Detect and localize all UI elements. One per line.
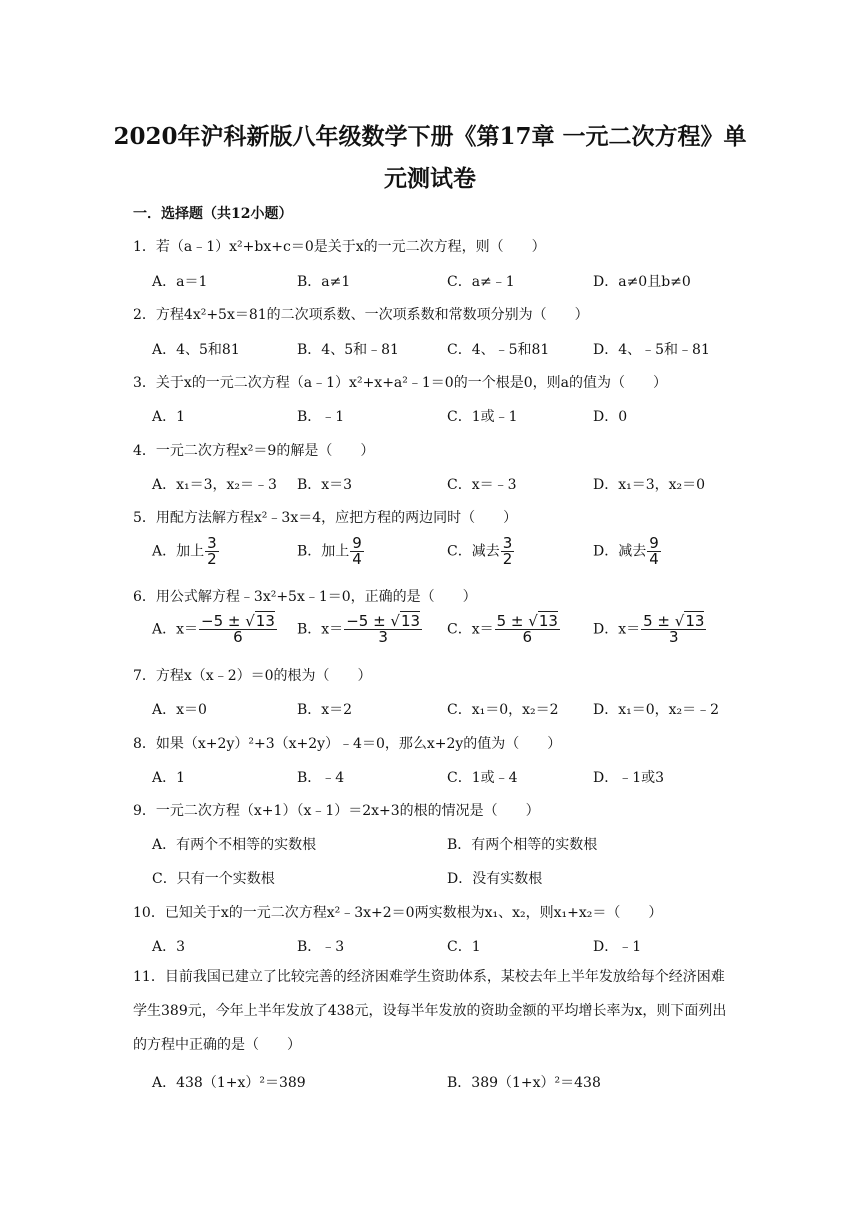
fraction-numerator: 3 <box>207 534 217 552</box>
fraction-denominator: 3 <box>669 628 679 646</box>
question-11-option-a: A．438（1+x）²＝389 <box>152 1075 306 1091</box>
fraction-denominator: 3 <box>378 628 388 646</box>
option-label: D．x＝ <box>593 621 641 638</box>
question-8-option-c: C．1或﹣4 <box>447 770 518 786</box>
question-9-option-c: C．只有一个实数根 <box>152 871 275 887</box>
question-5-option-b <box>297 536 364 567</box>
radicand: 13 <box>685 612 705 630</box>
question-10-option-c: C．1 <box>447 939 481 955</box>
fraction <box>641 614 706 645</box>
question-9-option-d: D．没有实数根 <box>447 871 543 887</box>
question-2-option-a: A．4、5和81 <box>152 342 240 358</box>
document-title-line1: 2020年沪科新版八年级数学下册《第17章 一元二次方程》单 <box>113 123 747 150</box>
question-3-stem: 3．关于x的一元二次方程（a﹣1）x²+x+a²﹣1＝0的一个根是0，则a的值为（ ） <box>133 375 667 391</box>
question-4-option-b: B．x＝3 <box>297 477 353 493</box>
question-10-stem: 10．已知关于x的一元二次方程x²﹣3x+2＝0两实数根为x₁、x₂，则x₁+x₂＝（ ） <box>133 905 663 921</box>
question-2-option-b: B．4、5和﹣81 <box>297 342 399 358</box>
option-label: D．减去 <box>593 543 647 560</box>
option-label: C．减去 <box>447 543 500 560</box>
fraction-numerator: 9 <box>649 534 659 552</box>
fraction-denominator: 6 <box>522 628 533 646</box>
fraction <box>199 614 277 645</box>
question-4-option-a: A．x₁＝3，x₂＝﹣3 <box>152 477 277 493</box>
fraction <box>350 536 364 567</box>
question-3-option-a: A．1 <box>152 409 186 425</box>
question-4-option-d: D．x₁＝3，x₂＝0 <box>593 477 706 493</box>
question-3-option-c: C．1或﹣1 <box>447 409 518 425</box>
question-4-option-c: C．x＝﹣3 <box>447 477 517 493</box>
option-label: B．加上 <box>297 543 350 560</box>
option-label: A．x＝ <box>152 621 199 638</box>
question-8-option-a: A．1 <box>152 770 186 786</box>
question-11-option-b: B．389（1+x）²＝438 <box>447 1075 601 1091</box>
question-8-stem: 8．如果（x+2y）²+3（x+2y）﹣4＝0，那么x+2y的值为（ ） <box>133 736 562 752</box>
question-7-option-d: D．x₁＝0，x₂＝﹣2 <box>593 702 720 718</box>
section-heading: 一．选择题（共12小题） <box>133 206 293 222</box>
question-6-option-b <box>297 614 422 645</box>
question-10-option-d: D．﹣1 <box>593 939 642 955</box>
question-3-option-b: B．﹣1 <box>297 409 345 425</box>
question-1-option-b: B．a≠1 <box>297 274 351 290</box>
fraction-denominator: 6 <box>233 628 243 646</box>
question-5-option-c <box>447 536 514 567</box>
question-7-option-a: A．x＝0 <box>152 702 207 718</box>
fraction-denominator: 4 <box>649 550 659 568</box>
question-11-stem: 11．目前我国已建立了比较完善的经济困难学生资助体系，某校去年上半年发放给每个经济困难学生389元，今年上半年发放了438元，设每半年发放的资助金额的平均增长率为x，则下面列出的方程中正确的是（ ） <box>133 969 727 1053</box>
radicand: 13 <box>538 612 558 630</box>
numerator-text: −5 ± <box>346 612 391 630</box>
document-title-line2: 元测试卷 <box>384 165 476 192</box>
question-2-option-d: D．4、﹣5和﹣81 <box>593 342 710 358</box>
question-1-option-a: A．a＝1 <box>152 274 208 290</box>
fraction <box>344 614 422 645</box>
radicand: 13 <box>255 612 275 630</box>
fraction-numerator: 5 ± √13 <box>496 612 558 630</box>
question-1-option-d: D．a≠0且b≠0 <box>593 274 691 290</box>
option-label: A．加上 <box>152 543 205 560</box>
question-6-option-d <box>593 614 706 645</box>
numerator-text: −5 ± <box>201 612 246 630</box>
question-2-option-c: C．4、﹣5和81 <box>447 342 550 358</box>
fraction-numerator: 9 <box>352 534 362 552</box>
fraction-denominator: 2 <box>502 550 513 568</box>
question-9-option-a: A．有两个不相等的实数根 <box>152 837 317 853</box>
question-7-stem: 7．方程x（x﹣2）＝0的根为（ ） <box>133 668 372 684</box>
question-9-stem: 9．一元二次方程（x+1）（x﹣1）＝2x+3的根的情况是（ ） <box>133 803 540 819</box>
radicand: 13 <box>400 612 421 630</box>
fraction-numerator: −5 ± √13 <box>201 612 275 630</box>
fraction <box>205 536 219 567</box>
fraction <box>647 536 661 567</box>
question-10-option-a: A．3 <box>152 939 186 955</box>
question-9-option-b: B．有两个相等的实数根 <box>447 837 598 853</box>
fraction-denominator: 2 <box>207 550 217 568</box>
question-3-option-d: D．0 <box>593 409 628 425</box>
fraction-numerator: −5 ± √13 <box>346 612 421 630</box>
question-4-stem: 4．一元二次方程x²＝9的解是（ ） <box>133 443 375 459</box>
question-8-option-b: B．﹣4 <box>297 770 345 786</box>
fraction-numerator: 5 ± √13 <box>643 612 705 630</box>
question-7-option-c: C．x₁＝0，x₂＝2 <box>447 702 559 718</box>
numerator-text: 5 ± <box>496 612 529 630</box>
fraction-numerator: 3 <box>502 534 513 552</box>
question-2-stem: 2．方程4x²+5x＝81的二次项系数、一次项系数和常数项分别为（ ） <box>133 307 589 323</box>
question-1-stem: 1．若（a﹣1）x²+bx+c＝0是关于x的一元二次方程，则（ ） <box>133 239 546 255</box>
question-6-option-a <box>152 614 277 645</box>
question-5-option-d <box>593 536 661 567</box>
option-label: C．x＝ <box>447 621 494 638</box>
question-5-stem: 5．用配方法解方程x²﹣3x＝4，应把方程的两边同时（ ） <box>133 510 518 526</box>
question-6-option-c <box>447 614 560 645</box>
question-6-stem: 6．用公式解方程﹣3x²+5x﹣1＝0，正确的是（ ） <box>133 589 477 605</box>
question-8-option-d: D．﹣1或3 <box>593 770 665 786</box>
numerator-text: 5 ± <box>643 612 675 630</box>
fraction-denominator: 4 <box>352 550 362 568</box>
question-1-option-c: C．a≠﹣1 <box>447 274 515 290</box>
question-7-option-b: B．x＝2 <box>297 702 353 718</box>
question-5-option-a <box>152 536 219 567</box>
fraction <box>495 614 560 645</box>
question-10-option-b: B．﹣3 <box>297 939 345 955</box>
option-label: B．x＝ <box>297 621 344 638</box>
fraction <box>501 536 515 567</box>
